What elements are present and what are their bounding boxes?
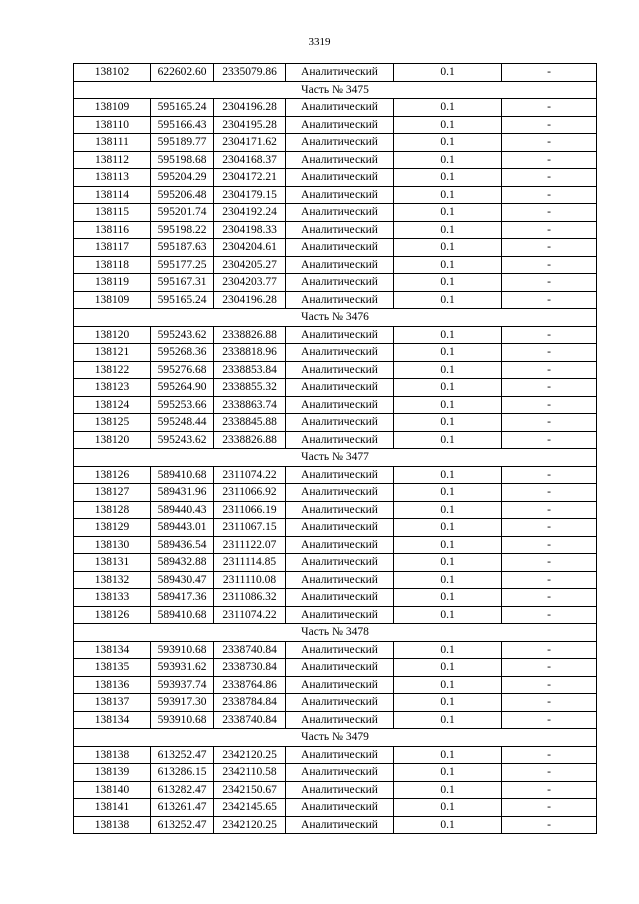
x-coordinate-cell: 595187.63 [151,239,214,257]
table-row [74,501,597,519]
note-cell: - [502,711,597,729]
y-coordinate-cell: 2304198.33 [214,221,286,239]
y-coordinate-cell: 2335079.86 [214,64,286,82]
note-cell: - [502,134,597,152]
method-cell: Аналитический [286,694,394,712]
precision-cell: 0.1 [394,816,502,834]
table-row [74,361,597,379]
point-id-cell: 138134 [74,641,151,659]
method-cell: Аналитический [286,239,394,257]
note-cell: - [502,781,597,799]
method-cell: Аналитический [286,536,394,554]
table-row [74,186,597,204]
method-cell: Аналитический [286,501,394,519]
point-id-cell: 138127 [74,484,151,502]
table-row [74,466,597,484]
x-coordinate-cell: 595248.44 [151,414,214,432]
note-cell: - [502,519,597,537]
method-cell: Аналитический [286,204,394,222]
method-cell: Аналитический [286,519,394,537]
table-row [74,239,597,257]
y-coordinate-cell: 2304171.62 [214,134,286,152]
precision-cell: 0.1 [394,676,502,694]
note-cell: - [502,484,597,502]
point-id-cell: 138110 [74,116,151,134]
note-cell: - [502,204,597,222]
note-cell: - [502,641,597,659]
precision-cell: 0.1 [394,536,502,554]
method-cell: Аналитический [286,746,394,764]
table-row [74,204,597,222]
method-cell: Аналитический [286,799,394,817]
note-cell: - [502,379,597,397]
method-cell: Аналитический [286,589,394,607]
x-coordinate-cell: 589440.43 [151,501,214,519]
note-cell: - [502,466,597,484]
y-coordinate-cell: 2304203.77 [214,274,286,292]
method-cell: Аналитический [286,641,394,659]
point-id-cell: 138140 [74,781,151,799]
table-row [74,221,597,239]
x-coordinate-cell: 589436.54 [151,536,214,554]
note-cell: - [502,764,597,782]
precision-cell: 0.1 [394,746,502,764]
method-cell: Аналитический [286,396,394,414]
section-header: Часть № 3479 [74,729,597,747]
point-id-cell: 138129 [74,519,151,537]
y-coordinate-cell: 2311067.15 [214,519,286,537]
point-id-cell: 138141 [74,799,151,817]
note-cell: - [502,239,597,257]
y-coordinate-cell: 2311086.32 [214,589,286,607]
y-coordinate-cell: 2342120.25 [214,816,286,834]
x-coordinate-cell: 589417.36 [151,589,214,607]
method-cell: Аналитический [286,64,394,82]
note-cell: - [502,326,597,344]
method-cell: Аналитический [286,256,394,274]
precision-cell: 0.1 [394,151,502,169]
precision-cell: 0.1 [394,344,502,362]
y-coordinate-cell: 2338855.32 [214,379,286,397]
note-cell: - [502,344,597,362]
x-coordinate-cell: 613252.47 [151,746,214,764]
point-id-cell: 138116 [74,221,151,239]
x-coordinate-cell: 593937.74 [151,676,214,694]
note-cell: - [502,606,597,624]
y-coordinate-cell: 2304179.15 [214,186,286,204]
x-coordinate-cell: 589431.96 [151,484,214,502]
method-cell: Аналитический [286,99,394,117]
method-cell: Аналитический [286,186,394,204]
table-row [74,99,597,117]
table-row [74,396,597,414]
table-row [74,116,597,134]
table-row [74,431,597,449]
precision-cell: 0.1 [394,134,502,152]
y-coordinate-cell: 2338826.88 [214,326,286,344]
section-header-row [74,624,597,642]
note-cell: - [502,169,597,187]
table-row [74,169,597,187]
y-coordinate-cell: 2338863.74 [214,396,286,414]
x-coordinate-cell: 595206.48 [151,186,214,204]
point-id-cell: 138118 [74,256,151,274]
precision-cell: 0.1 [394,431,502,449]
section-header-row [74,81,597,99]
x-coordinate-cell: 595165.24 [151,99,214,117]
x-coordinate-cell: 613286.15 [151,764,214,782]
y-coordinate-cell: 2304172.21 [214,169,286,187]
table-row [74,746,597,764]
precision-cell: 0.1 [394,641,502,659]
point-id-cell: 138128 [74,501,151,519]
method-cell: Аналитический [286,676,394,694]
x-coordinate-cell: 589410.68 [151,466,214,484]
table-row [74,781,597,799]
method-cell: Аналитический [286,379,394,397]
precision-cell: 0.1 [394,99,502,117]
precision-cell: 0.1 [394,571,502,589]
precision-cell: 0.1 [394,484,502,502]
note-cell: - [502,799,597,817]
method-cell: Аналитический [286,169,394,187]
point-id-cell: 138132 [74,571,151,589]
precision-cell: 0.1 [394,799,502,817]
table-row [74,274,597,292]
point-id-cell: 138121 [74,344,151,362]
x-coordinate-cell: 593910.68 [151,711,214,729]
method-cell: Аналитический [286,116,394,134]
point-id-cell: 138133 [74,589,151,607]
y-coordinate-cell: 2311074.22 [214,606,286,624]
note-cell: - [502,99,597,117]
table-body [74,64,597,834]
precision-cell: 0.1 [394,239,502,257]
point-id-cell: 138102 [74,64,151,82]
precision-cell: 0.1 [394,186,502,204]
method-cell: Аналитический [286,326,394,344]
table-row [74,764,597,782]
y-coordinate-cell: 2338740.84 [214,641,286,659]
table-row [74,536,597,554]
y-coordinate-cell: 2338764.86 [214,676,286,694]
point-id-cell: 138135 [74,659,151,677]
x-coordinate-cell: 613252.47 [151,816,214,834]
precision-cell: 0.1 [394,221,502,239]
table-row [74,256,597,274]
table-row [74,134,597,152]
table-row [74,589,597,607]
point-id-cell: 138131 [74,554,151,572]
point-id-cell: 138112 [74,151,151,169]
precision-cell: 0.1 [394,169,502,187]
note-cell: - [502,571,597,589]
y-coordinate-cell: 2304195.28 [214,116,286,134]
section-header: Часть № 3475 [74,81,597,99]
point-id-cell: 138124 [74,396,151,414]
y-coordinate-cell: 2304196.28 [214,291,286,309]
x-coordinate-cell: 589432.88 [151,554,214,572]
point-id-cell: 138120 [74,326,151,344]
note-cell: - [502,221,597,239]
x-coordinate-cell: 595189.77 [151,134,214,152]
x-coordinate-cell: 593917.30 [151,694,214,712]
table-row [74,554,597,572]
y-coordinate-cell: 2338730.84 [214,659,286,677]
precision-cell: 0.1 [394,711,502,729]
note-cell: - [502,694,597,712]
precision-cell: 0.1 [394,589,502,607]
point-id-cell: 138115 [74,204,151,222]
note-cell: - [502,361,597,379]
method-cell: Аналитический [286,484,394,502]
x-coordinate-cell: 595177.25 [151,256,214,274]
method-cell: Аналитический [286,659,394,677]
x-coordinate-cell: 595198.68 [151,151,214,169]
method-cell: Аналитический [286,414,394,432]
method-cell: Аналитический [286,151,394,169]
section-header-row [74,309,597,327]
y-coordinate-cell: 2338826.88 [214,431,286,449]
y-coordinate-cell: 2342150.67 [214,781,286,799]
table-row [74,571,597,589]
method-cell: Аналитический [286,344,394,362]
table-row [74,641,597,659]
precision-cell: 0.1 [394,64,502,82]
x-coordinate-cell: 595253.66 [151,396,214,414]
x-coordinate-cell: 589430.47 [151,571,214,589]
note-cell: - [502,396,597,414]
note-cell: - [502,414,597,432]
method-cell: Аналитический [286,571,394,589]
x-coordinate-cell: 613261.47 [151,799,214,817]
method-cell: Аналитический [286,431,394,449]
note-cell: - [502,186,597,204]
y-coordinate-cell: 2342145.65 [214,799,286,817]
table-row [74,711,597,729]
precision-cell: 0.1 [394,466,502,484]
table-row [74,379,597,397]
note-cell: - [502,256,597,274]
table-row [74,659,597,677]
x-coordinate-cell: 593910.68 [151,641,214,659]
table-row [74,519,597,537]
note-cell: - [502,291,597,309]
table-row [74,291,597,309]
section-header-row [74,449,597,467]
table-row [74,414,597,432]
point-id-cell: 138126 [74,606,151,624]
table-row [74,484,597,502]
precision-cell: 0.1 [394,291,502,309]
point-id-cell: 138126 [74,466,151,484]
y-coordinate-cell: 2338818.96 [214,344,286,362]
point-id-cell: 138114 [74,186,151,204]
point-id-cell: 138138 [74,816,151,834]
method-cell: Аналитический [286,606,394,624]
precision-cell: 0.1 [394,396,502,414]
note-cell: - [502,816,597,834]
x-coordinate-cell: 595243.62 [151,326,214,344]
precision-cell: 0.1 [394,414,502,432]
precision-cell: 0.1 [394,379,502,397]
x-coordinate-cell: 595201.74 [151,204,214,222]
note-cell: - [502,274,597,292]
note-cell: - [502,501,597,519]
precision-cell: 0.1 [394,204,502,222]
table-row [74,676,597,694]
point-id-cell: 138117 [74,239,151,257]
method-cell: Аналитический [286,361,394,379]
note-cell: - [502,64,597,82]
y-coordinate-cell: 2304204.61 [214,239,286,257]
x-coordinate-cell: 593931.62 [151,659,214,677]
note-cell: - [502,676,597,694]
point-id-cell: 138109 [74,291,151,309]
table-row [74,64,597,82]
method-cell: Аналитический [286,554,394,572]
table-row [74,816,597,834]
table-row [74,799,597,817]
precision-cell: 0.1 [394,781,502,799]
x-coordinate-cell: 595204.29 [151,169,214,187]
x-coordinate-cell: 595198.22 [151,221,214,239]
y-coordinate-cell: 2338853.84 [214,361,286,379]
note-cell: - [502,659,597,677]
note-cell: - [502,151,597,169]
y-coordinate-cell: 2338740.84 [214,711,286,729]
section-header: Часть № 3478 [74,624,597,642]
y-coordinate-cell: 2311074.22 [214,466,286,484]
x-coordinate-cell: 589410.68 [151,606,214,624]
method-cell: Аналитический [286,221,394,239]
point-id-cell: 138130 [74,536,151,554]
y-coordinate-cell: 2304205.27 [214,256,286,274]
point-id-cell: 138123 [74,379,151,397]
note-cell: - [502,116,597,134]
point-id-cell: 138125 [74,414,151,432]
point-id-cell: 138134 [74,711,151,729]
table-row [74,694,597,712]
table-row [74,344,597,362]
section-header: Часть № 3476 [74,309,597,327]
point-id-cell: 138122 [74,361,151,379]
y-coordinate-cell: 2338845.88 [214,414,286,432]
precision-cell: 0.1 [394,256,502,274]
y-coordinate-cell: 2304168.37 [214,151,286,169]
precision-cell: 0.1 [394,501,502,519]
coordinates-table [73,63,597,834]
section-header: Часть № 3477 [74,449,597,467]
table-row [74,326,597,344]
method-cell: Аналитический [286,291,394,309]
y-coordinate-cell: 2311122.07 [214,536,286,554]
y-coordinate-cell: 2311110.08 [214,571,286,589]
precision-cell: 0.1 [394,554,502,572]
x-coordinate-cell: 613282.47 [151,781,214,799]
method-cell: Аналитический [286,781,394,799]
point-id-cell: 138119 [74,274,151,292]
precision-cell: 0.1 [394,606,502,624]
precision-cell: 0.1 [394,326,502,344]
note-cell: - [502,536,597,554]
y-coordinate-cell: 2311066.92 [214,484,286,502]
method-cell: Аналитический [286,134,394,152]
method-cell: Аналитический [286,816,394,834]
precision-cell: 0.1 [394,659,502,677]
y-coordinate-cell: 2338784.84 [214,694,286,712]
section-header-row [74,729,597,747]
note-cell: - [502,589,597,607]
point-id-cell: 138137 [74,694,151,712]
point-id-cell: 138120 [74,431,151,449]
point-id-cell: 138136 [74,676,151,694]
y-coordinate-cell: 2304192.24 [214,204,286,222]
point-id-cell: 138111 [74,134,151,152]
x-coordinate-cell: 595264.90 [151,379,214,397]
x-coordinate-cell: 622602.60 [151,64,214,82]
note-cell: - [502,431,597,449]
table-row [74,151,597,169]
x-coordinate-cell: 595276.68 [151,361,214,379]
point-id-cell: 138113 [74,169,151,187]
page-number: 3319 [308,36,331,48]
y-coordinate-cell: 2311066.19 [214,501,286,519]
note-cell: - [502,554,597,572]
table-row [74,606,597,624]
method-cell: Аналитический [286,764,394,782]
method-cell: Аналитический [286,711,394,729]
y-coordinate-cell: 2311114.85 [214,554,286,572]
precision-cell: 0.1 [394,274,502,292]
precision-cell: 0.1 [394,764,502,782]
precision-cell: 0.1 [394,361,502,379]
x-coordinate-cell: 595268.36 [151,344,214,362]
y-coordinate-cell: 2304196.28 [214,99,286,117]
note-cell: - [502,746,597,764]
method-cell: Аналитический [286,466,394,484]
y-coordinate-cell: 2342110.58 [214,764,286,782]
precision-cell: 0.1 [394,519,502,537]
x-coordinate-cell: 589443.01 [151,519,214,537]
point-id-cell: 138139 [74,764,151,782]
method-cell: Аналитический [286,274,394,292]
point-id-cell: 138138 [74,746,151,764]
x-coordinate-cell: 595167.31 [151,274,214,292]
point-id-cell: 138109 [74,99,151,117]
precision-cell: 0.1 [394,694,502,712]
precision-cell: 0.1 [394,116,502,134]
x-coordinate-cell: 595165.24 [151,291,214,309]
y-coordinate-cell: 2342120.25 [214,746,286,764]
x-coordinate-cell: 595243.62 [151,431,214,449]
x-coordinate-cell: 595166.43 [151,116,214,134]
